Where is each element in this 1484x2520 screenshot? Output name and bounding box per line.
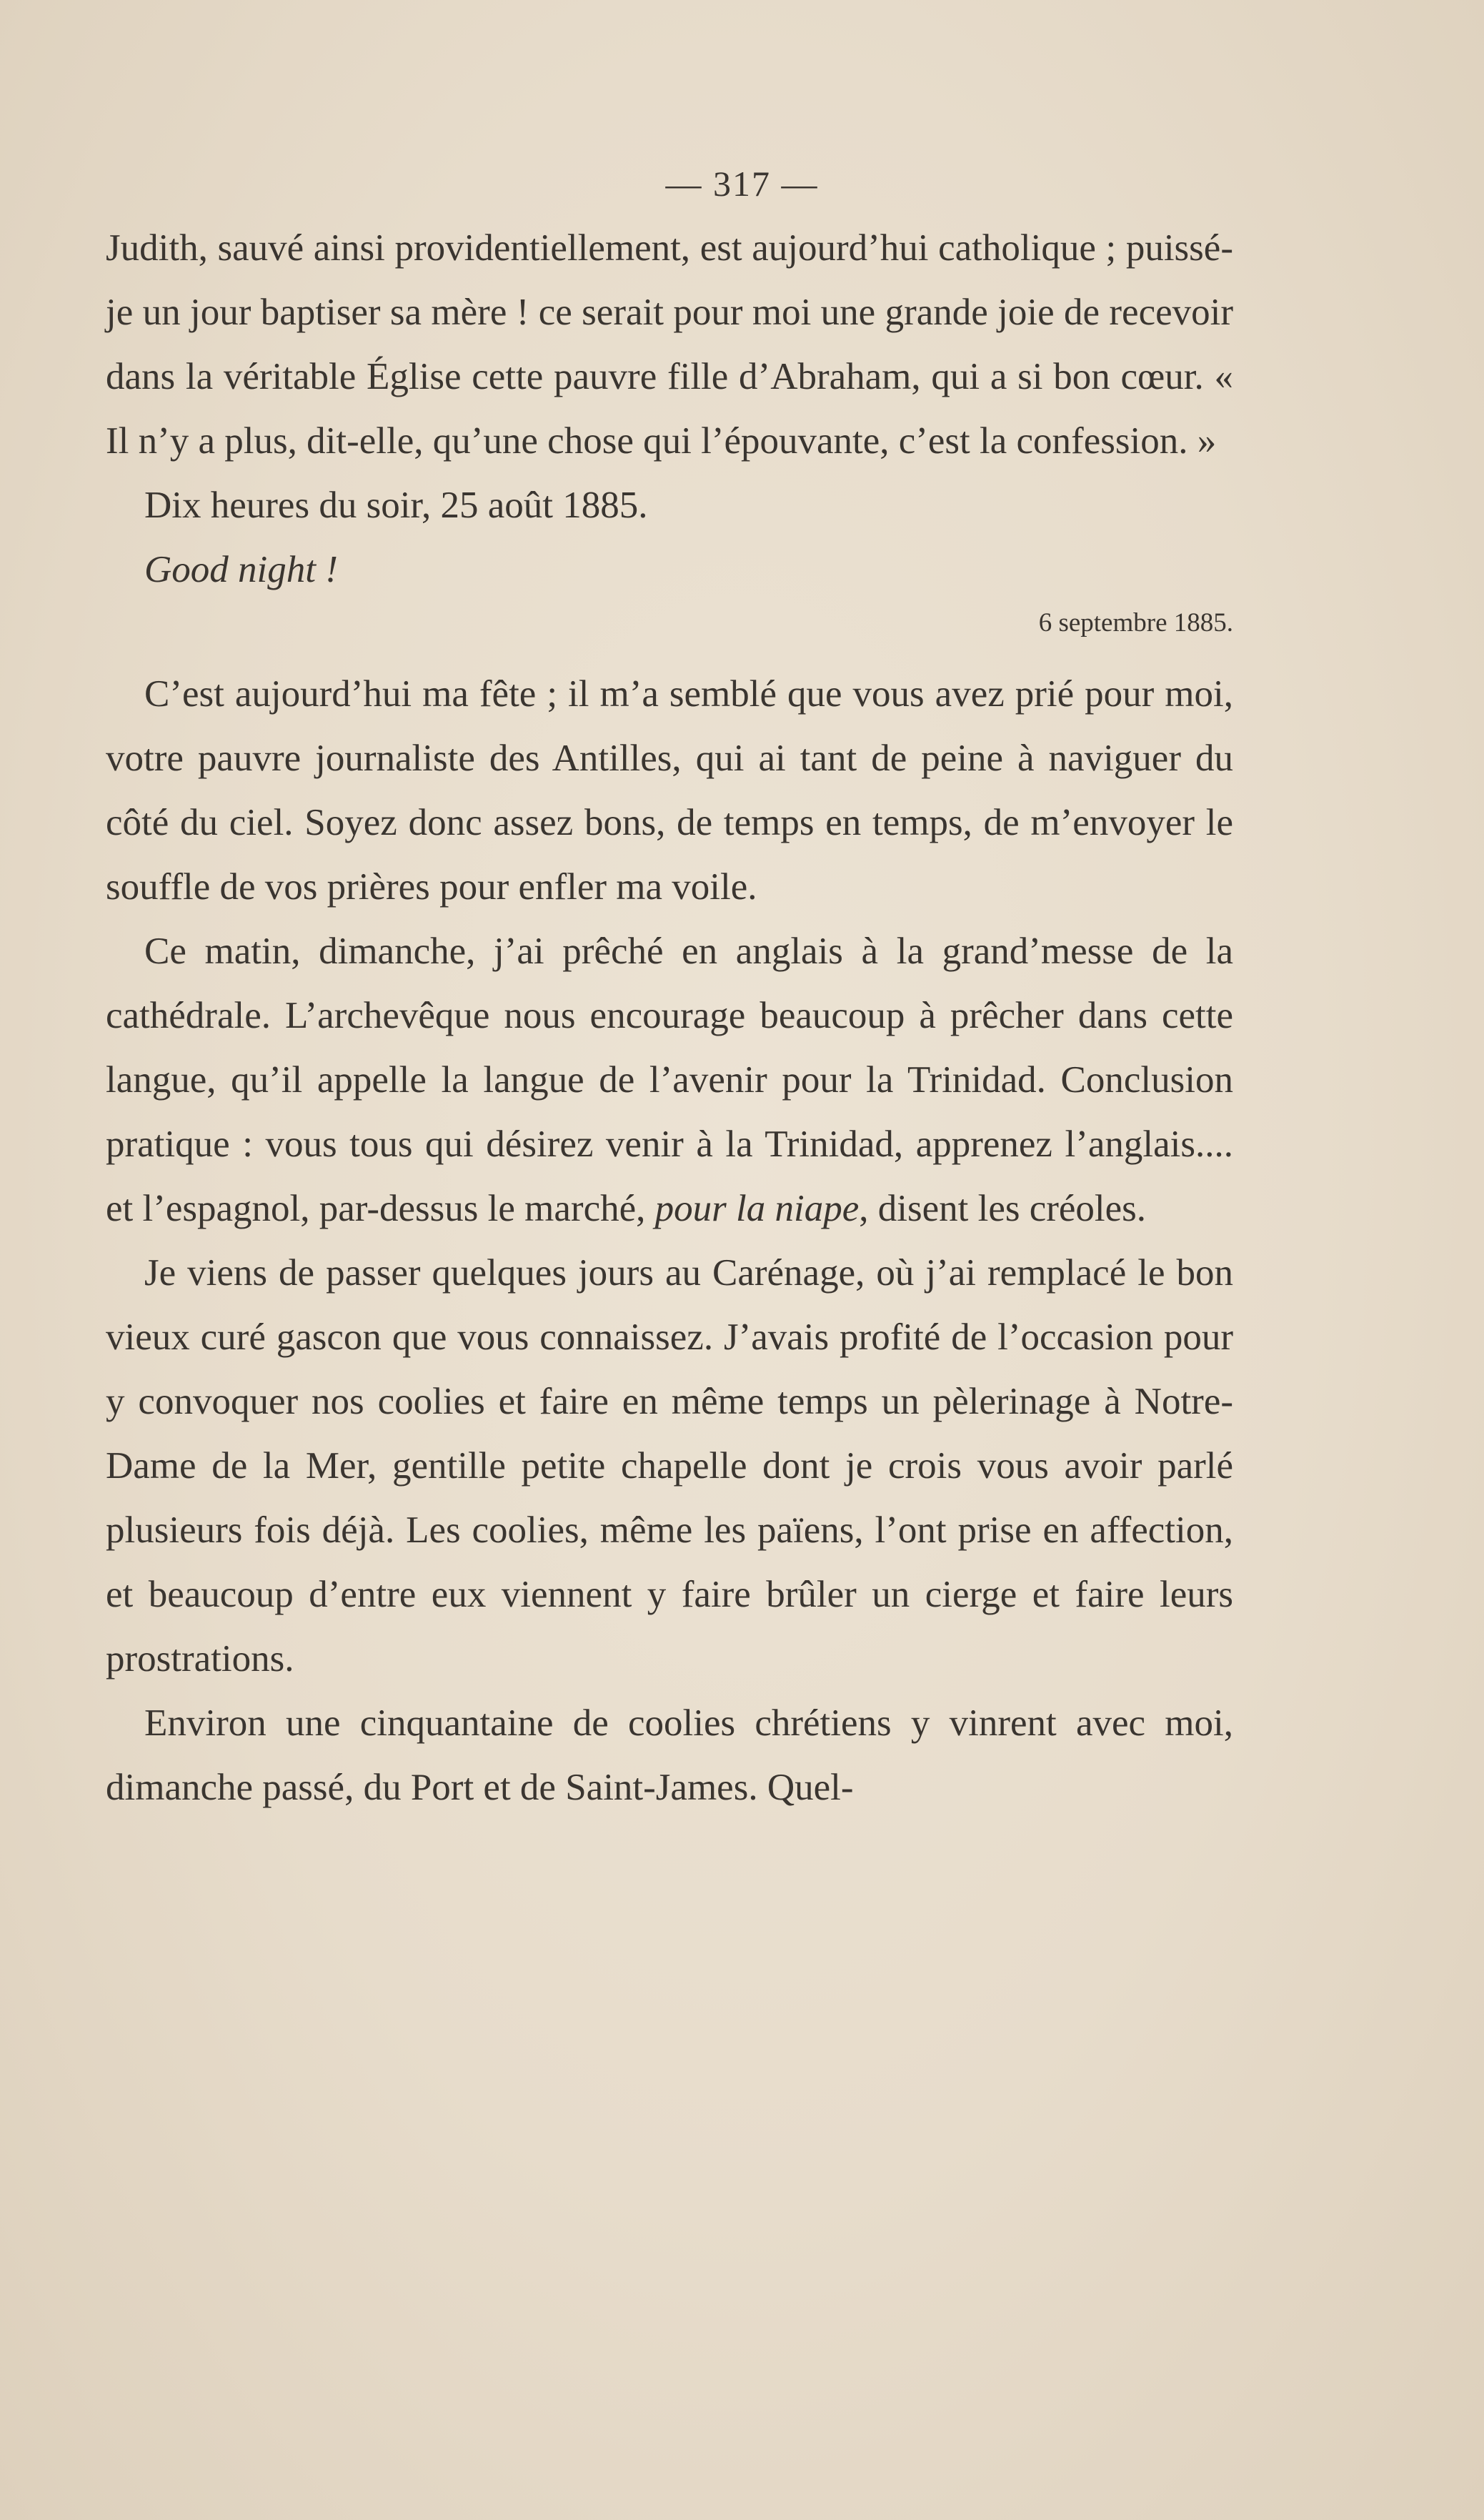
sermon-text-start: Ce matin, dimanche, j’ai prêché en anglais à la grand’messe de la cathédrale. L’archevêque nous encourage beaucoup à prêcher dans cette langue, qu’il appelle la langue de l’avenir pour la Trinidad. Conclusion pratique : vous tous qui désirez venir à la Trinidad, apprenez l’anglais.... et l’espagnol, par-dessus le marché, — [106, 931, 1233, 1229]
body-text — [106, 216, 1233, 1820]
paragraph-good-night — [106, 537, 1233, 602]
paragraph-carenage: Je viens de passer quelques jours au Carénage, où j’ai remplacé le bon vieux curé gascon que vous connaissez. J’avais profité de l’occasion pour y convoquer nos coolies et faire en même temps un pèlerinage à Notre-Dame de la Mer, gentille petite chapelle dont je crois vous avoir parlé plusieurs fois déjà. Les coolies, même les païens, l’ont prise en affection, et beaucoup d’entre eux viennent y faire brûler un cierge et faire leurs prostrations. — [106, 1252, 1233, 1680]
good-night-text: Good night ! — [144, 549, 338, 590]
paragraph-signoff-time: Dix heures du soir, 25 août 1885. — [144, 485, 648, 526]
paragraph-coolies: Environ une cinquantaine de coolies chrétiens y vinrent avec moi, dimanche passé, du Port et de Saint-James. Quel- — [106, 1702, 1233, 1808]
entry-date: 6 septembre 1885. — [1038, 608, 1233, 638]
sermon-italic: pour la niape — [654, 1188, 860, 1229]
paragraph-1: Judith, sauvé ainsi providentiellement, est aujourd’hui catholique ; puissé-je un jour baptiser sa mère ! ce serait pour moi une grande joie de recevoir dans la véritable Église cette pauvre fille d’Abraham, qui a si bon cœur. « Il n’y a plus, dit-elle, qu’une chose qui l’épouvante, c’est la confession. » — [106, 227, 1233, 462]
sermon-text-end: , disent les créoles. — [859, 1188, 1147, 1229]
paragraph-sermon — [106, 919, 1233, 1241]
paragraph-fete: C’est aujourd’hui ma fête ; il m’a semblé que vous avez prié pour moi, votre pauvre journaliste des Antilles, qui ai tant de peine à naviguer du côté du ciel. Soyez donc assez bons, de temps en temps, de m’envoyer le souffle de vos prières pour enfler ma voile. — [106, 673, 1233, 908]
page-number: — 317 — — [665, 164, 819, 204]
